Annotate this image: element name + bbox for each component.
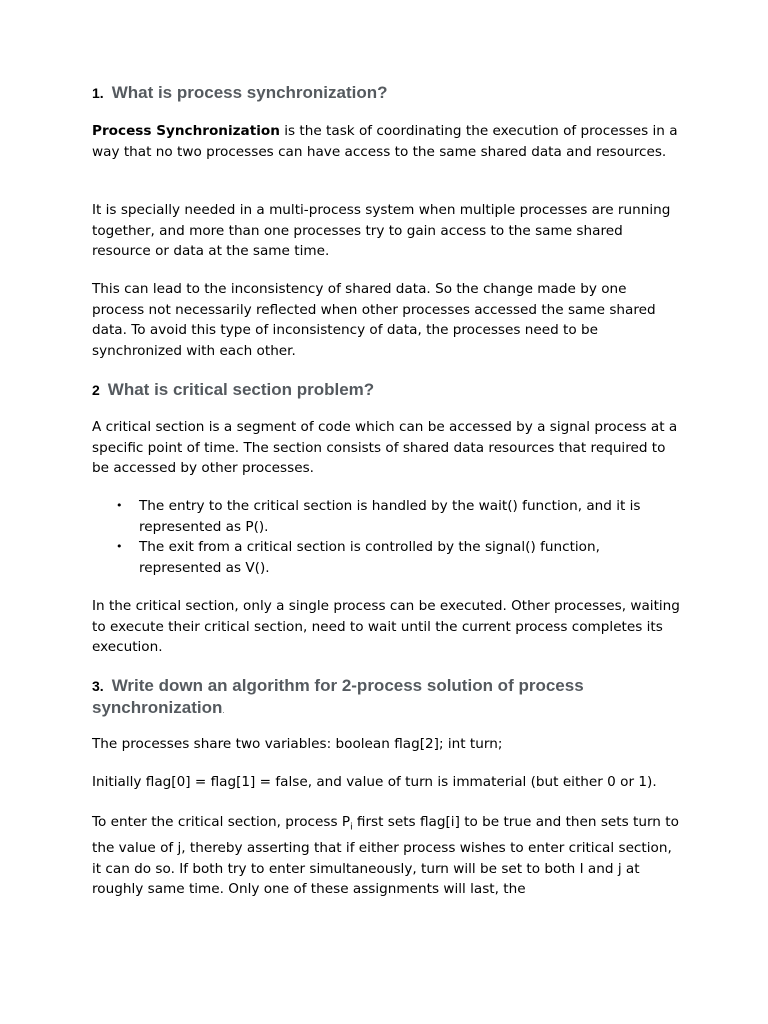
- paragraph: A critical section is a segment of code which can be accessed by a signal process at a specific point of time. The section consists of shared data resources that required to be accessed by other processes.: [92, 419, 678, 476]
- heading-number: 2: [92, 382, 100, 398]
- heading-q1: [92, 82, 388, 104]
- paragraph: The processes share two variables: boolean flag[2]; int turn;: [92, 736, 503, 752]
- list-item: [92, 537, 682, 578]
- paragraph-text: To enter the critical section, process P: [92, 814, 351, 830]
- heading-title: What is process synchronization?: [111, 83, 388, 102]
- paragraph: This can lead to the inconsistency of shared data. So the change made by one process not necessarily reflected when other processes accessed the same shared data. To avoid this type of inconsistency of data, the processes need to be synchronized with each other.: [92, 281, 656, 359]
- heading-q2: [92, 379, 374, 401]
- list-item-text: The exit from a critical section is controlled by the signal() function, represented as V().: [139, 539, 600, 576]
- list-item-text: The entry to the critical section is handled by the wait() function, and it is represented as P().: [139, 498, 641, 535]
- paragraph: [92, 121, 682, 162]
- heading-title: Write down an algorithm for 2-process solution of process synchronization: [92, 676, 584, 717]
- heading-title: What is critical section problem?: [107, 380, 375, 399]
- bold-term: Process Synchronization: [92, 123, 280, 139]
- paragraph-text: is the task of coordinating the execution of processes in a way that no two processes can have access to the same shared data and resources.: [92, 123, 678, 160]
- paragraph: Initially flag[0] = flag[1] = false, and value of turn is immaterial (but either 0 or 1).: [92, 774, 657, 790]
- heading-number: 3.: [92, 678, 104, 694]
- heading-number: 1.: [92, 85, 104, 101]
- bullet-icon: •: [116, 540, 123, 553]
- subscript: i: [350, 822, 353, 833]
- paragraph: In the critical section, only a single process can be executed. Other processes, waiting to execute their critical section, need to wait until the current process completes its execution.: [92, 598, 680, 655]
- heading-q3: [92, 675, 652, 722]
- bullet-list: [92, 496, 682, 578]
- paragraph: It is specially needed in a multi-process system when multiple processes are running together, and more than one processes try to gain access to the same shared resource or data at the same time.: [92, 202, 671, 259]
- paragraph: [92, 812, 682, 900]
- list-item: [92, 496, 682, 537]
- heading-trailing-dot: .: [222, 706, 225, 715]
- bullet-icon: •: [116, 499, 123, 512]
- paragraph-text: first sets flag[i] to be true and then sets turn to the value of j, thereby asserting that if either process wishes to enter critical section, it can do so. If both try to enter simultaneously, turn will be set to both I and j at roughly same time. Only one of these assignments will last, the: [92, 814, 679, 898]
